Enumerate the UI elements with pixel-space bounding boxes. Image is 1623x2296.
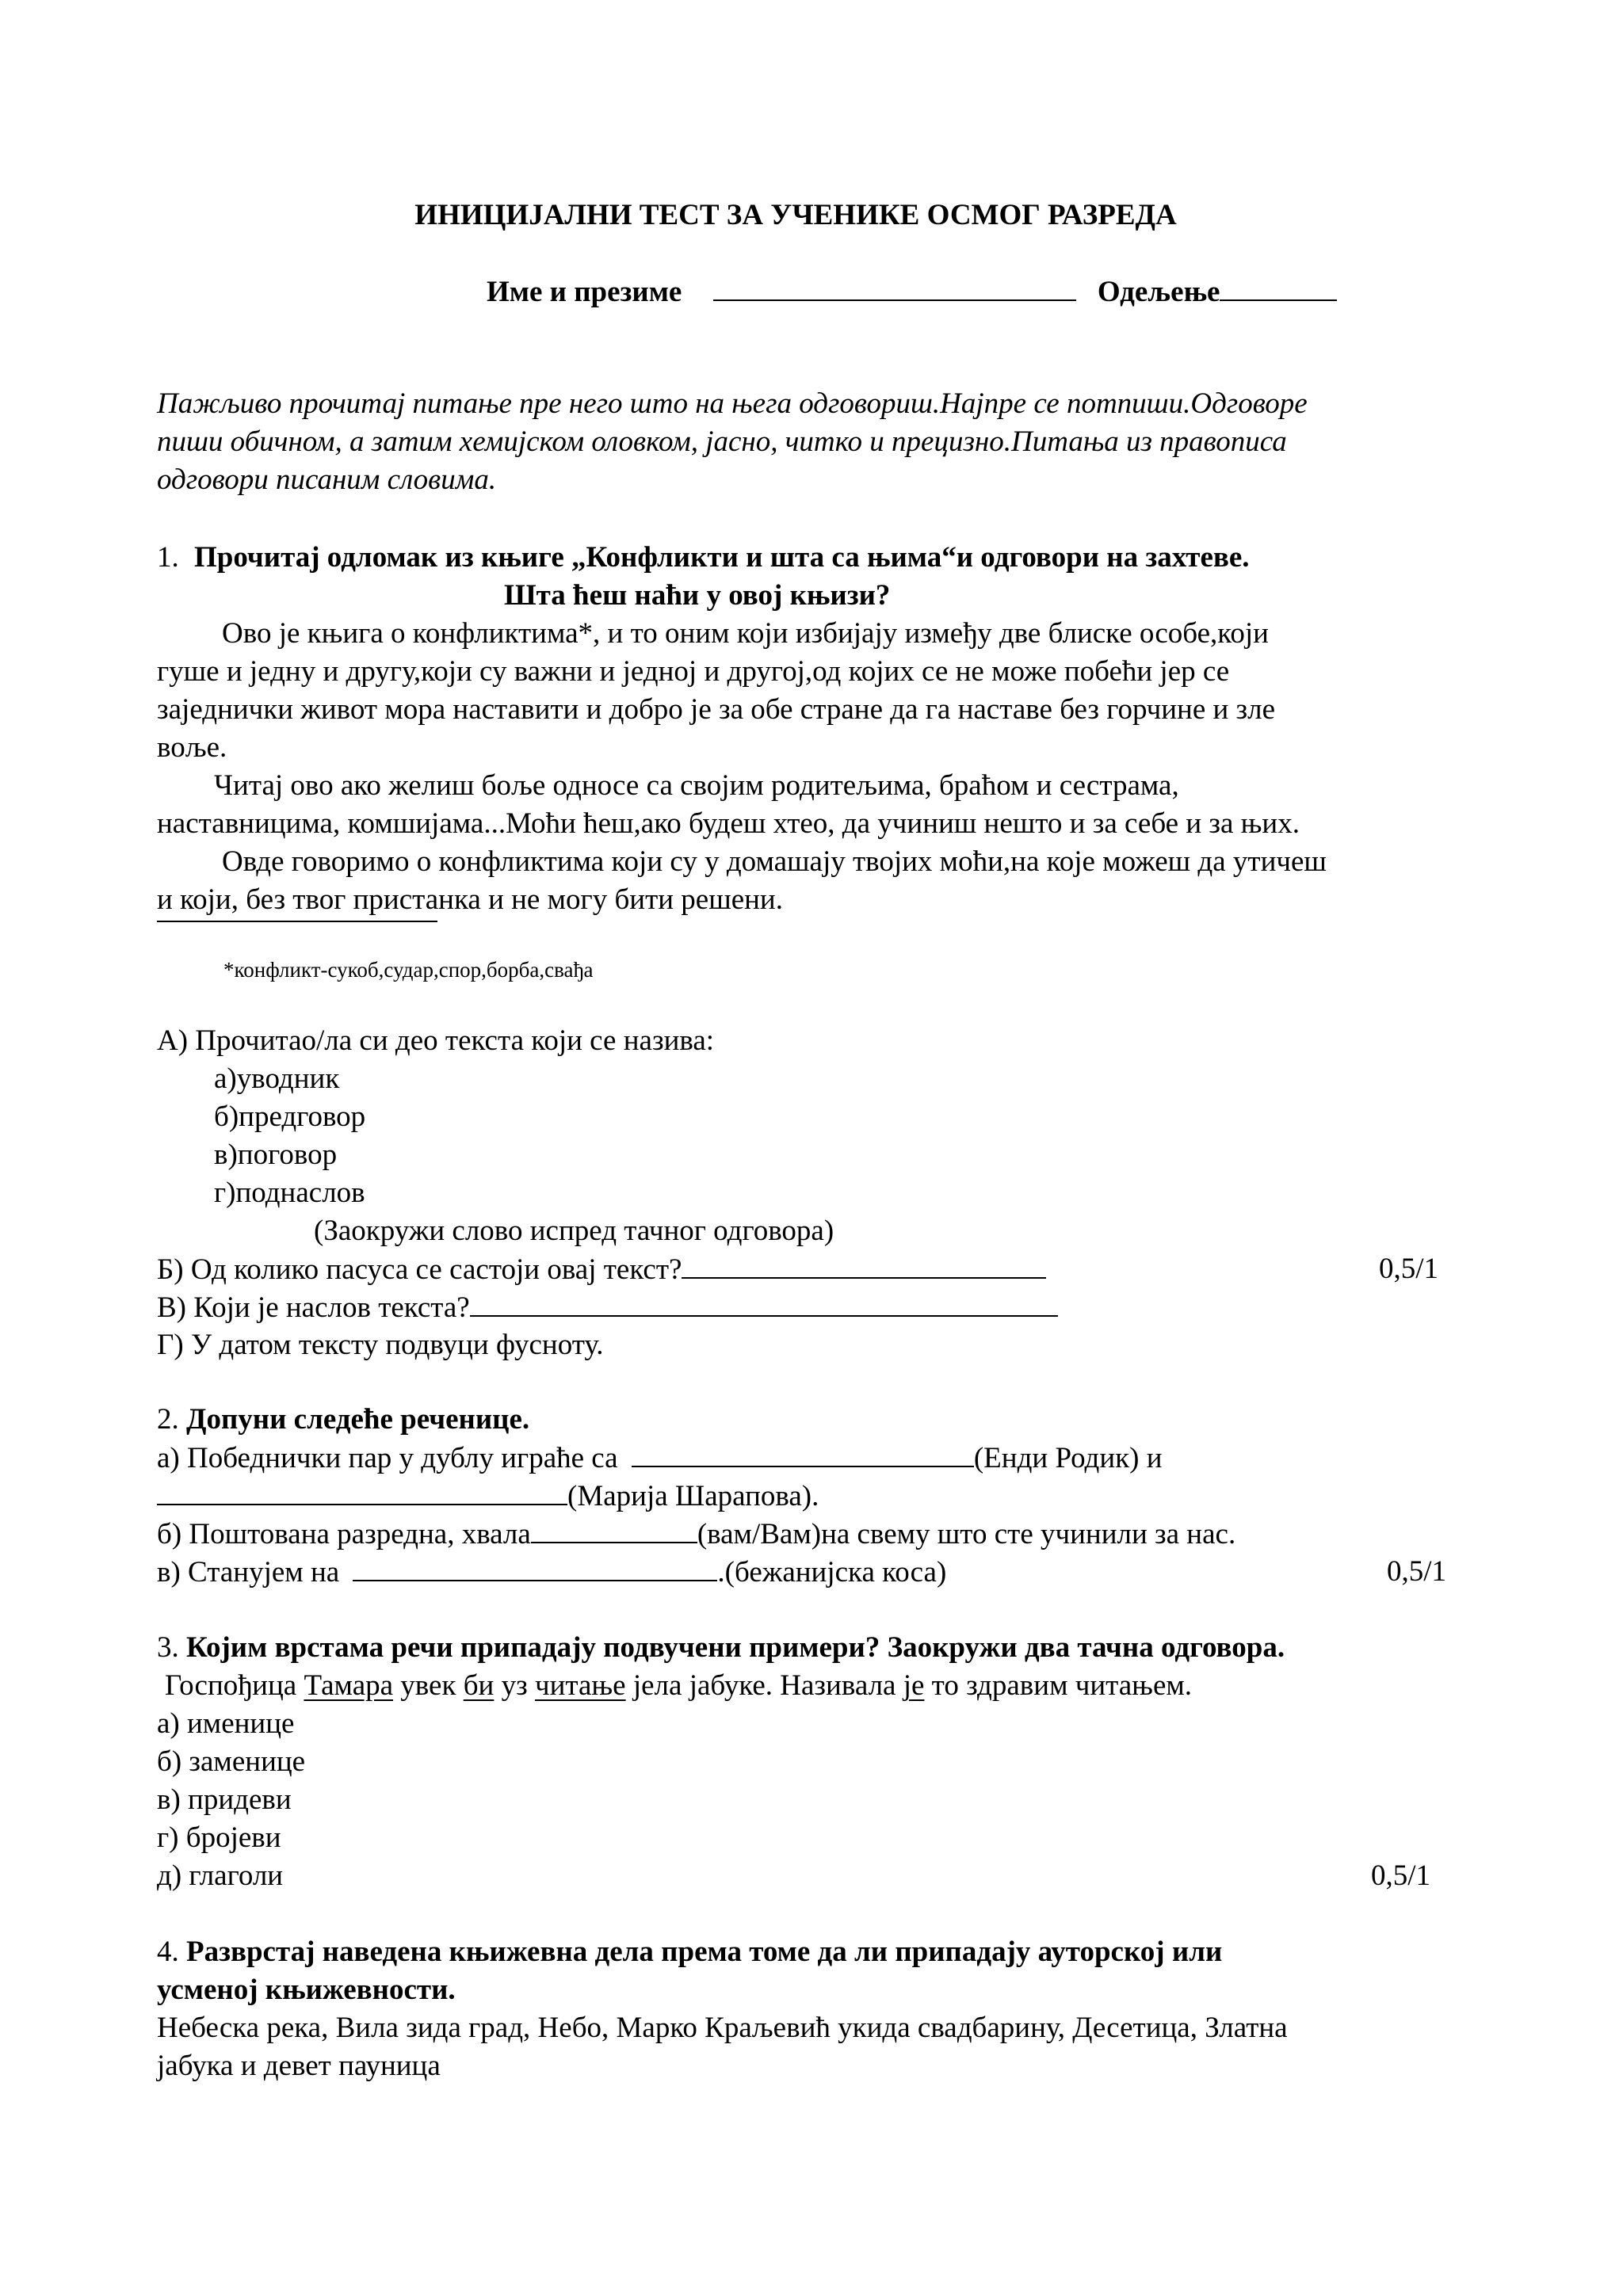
q4-heading [157, 1933, 1222, 1971]
q2-a-start: а) Победнички пар у дублу играће са [157, 1442, 618, 1474]
instruction-line: Пажљиво прочитај питање пре него што на њега одговориш.Најпре се потпиши.Одговоре [157, 387, 1308, 420]
q3-sentence-part: Госпођица [165, 1669, 304, 1702]
passage-line: наставницима, комшијама...Моћи ћеш,ако будеш хтео, да учиниш нешто и за себе и за њих. [157, 807, 1300, 840]
q2-a-hint2: (Марија Шарапова). [567, 1480, 819, 1512]
q1-option[interactable]: а)уводник [214, 1062, 340, 1095]
passage-line: воље. [157, 731, 227, 764]
q2-b-end: (вам/Вам)на свему што сте учинили за нас. [697, 1518, 1236, 1550]
q1-option[interactable]: г)поднаслов [214, 1177, 365, 1209]
q2-b-row [157, 1515, 1235, 1554]
q1-b-prompt: Б) Од колико пасуса се састоји овај текст? [157, 1253, 682, 1286]
q1-prompt: Прочитај одломак из књиге „Конфликти и шта са њима“и одговори на захтеве. [194, 541, 1250, 574]
q1-b-row [157, 1250, 1046, 1289]
name-row [487, 273, 1337, 311]
q2-a-row [157, 1439, 1163, 1478]
q1-number: 1. [157, 541, 179, 574]
q3-option[interactable]: д) глаголи [157, 1859, 284, 1892]
q2-c-row [157, 1553, 946, 1592]
instruction-line: пиши обичном, а затим хемијском оловком, јасно, читко и прецизно.Питања из правописа [157, 425, 1287, 458]
q1-option[interactable]: б)предговор [214, 1100, 366, 1133]
q2-a-row2 [157, 1477, 819, 1516]
q4-works: Небеска река, Вила зида град, Небо, Марко Краљевић укида свадбарину, Десетица, Златна [157, 2012, 1288, 2044]
q3-option[interactable]: в) придеви [157, 1783, 292, 1816]
q2-number: 2. [157, 1403, 179, 1436]
q3-underlined-word: би [463, 1669, 495, 1702]
q1-option[interactable]: в)поговор [214, 1138, 338, 1171]
q3-sentence-part: увек [393, 1669, 464, 1702]
q1-score: 0,5/1 [1379, 1253, 1439, 1285]
passage-line: и који, без твог пристанка и не могу бити решени. [157, 883, 783, 916]
q3-underlined-word: је [903, 1669, 925, 1702]
q2-b-start: б) Поштована разредна, хвала [157, 1518, 531, 1550]
q2-prompt: Допуни следеће реченице. [186, 1403, 530, 1436]
class-label: Одељење [1097, 276, 1220, 308]
q2-heading [157, 1401, 529, 1439]
instruction-line: одговори писаним словима. [157, 463, 497, 496]
passage-line: Читај ово ако желиш боље односе са својим родитељима, браћом и сестрама, [214, 769, 1179, 802]
q3-score: 0,5/1 [1371, 1859, 1431, 1892]
q2-score: 0,5/1 [1387, 1555, 1447, 1588]
q3-number: 3. [157, 1631, 179, 1664]
q4-number: 4. [157, 1936, 179, 1968]
q3-sentence-part: уз [494, 1669, 535, 1702]
name-blank[interactable] [713, 273, 1076, 301]
q3-underlined-word: Тамара [304, 1669, 394, 1702]
footnote-divider [157, 921, 437, 922]
name-label: Име и презиме [487, 276, 682, 308]
class-blank[interactable] [1220, 273, 1337, 301]
q4-prompt-cont: усменој књижевности. [157, 1974, 456, 2006]
q1-c-prompt: В) Који је наслов текста? [157, 1291, 470, 1324]
q2-a-blank1[interactable] [632, 1439, 974, 1467]
q3-option[interactable]: б) заменице [157, 1745, 306, 1778]
q4-prompt: Разврстај наведена књижевна дела према томе да ли припадају ауторској или [186, 1936, 1223, 1968]
q2-c-start: в) Станујем на [157, 1556, 340, 1589]
q1-c-blank[interactable] [470, 1288, 1058, 1317]
q2-a-hint1: (Енди Родик) и [973, 1442, 1163, 1474]
q1-a-hint: (Заокружи слово испред тачног одговора) [314, 1215, 834, 1247]
q2-c-end: .(бежанијска коса) [717, 1556, 947, 1589]
q3-option[interactable]: г) бројеви [157, 1821, 281, 1854]
q4-works: јабука и девет пауница [157, 2050, 441, 2082]
q2-a-blank2[interactable] [157, 1477, 567, 1505]
q3-sentence [165, 1667, 1192, 1705]
q3-sentence-part: јела јабуке. Називала [625, 1669, 903, 1702]
q1-c-row [157, 1288, 1058, 1327]
page-title: ИНИЦИЈАЛНИ ТЕСТ ЗА УЧЕНИКЕ ОСМОГ РАЗРЕДА [414, 199, 1177, 231]
q1-a-prompt: А) Прочитао/ла си део текста који се назива: [157, 1024, 715, 1057]
q1-subtitle: Шта ћеш наћи у овој књизи? [504, 579, 891, 612]
q1-b-blank[interactable] [682, 1250, 1046, 1279]
passage-line: Овде говоримо о конфликтима који су у домашају твојих моћи,на које можеш да утичеш [222, 845, 1327, 878]
q3-underlined-word: читање [534, 1669, 626, 1702]
q2-b-blank[interactable] [531, 1515, 697, 1543]
q3-heading [157, 1629, 1285, 1667]
passage-line: Ово је књига о конфликтима*, и то оним који избијају између две блиске особе,који [222, 617, 1269, 650]
passage-line: гуше и једну и другу,који су важни и једној и другој,од којих се не може побећи јер се [157, 655, 1230, 688]
passage-line: заједнички живот мора наставити и добро је за обе стране да га наставе без горчине и зле [157, 693, 1276, 726]
q1-d-prompt: Г) У датом тексту подвуци фусноту. [157, 1329, 604, 1361]
q3-prompt: Којим врстама речи припадају подвучени примери? Заокружи два тачна одговора. [186, 1631, 1285, 1664]
footnote: *конфликт-сукоб,судар,спор,борба,свађа [223, 958, 594, 982]
q1-heading [157, 539, 1250, 577]
q3-option[interactable]: а) именице [157, 1707, 295, 1740]
q3-sentence-part: то здравим читањем. [924, 1669, 1193, 1702]
q2-c-blank[interactable] [353, 1553, 717, 1581]
